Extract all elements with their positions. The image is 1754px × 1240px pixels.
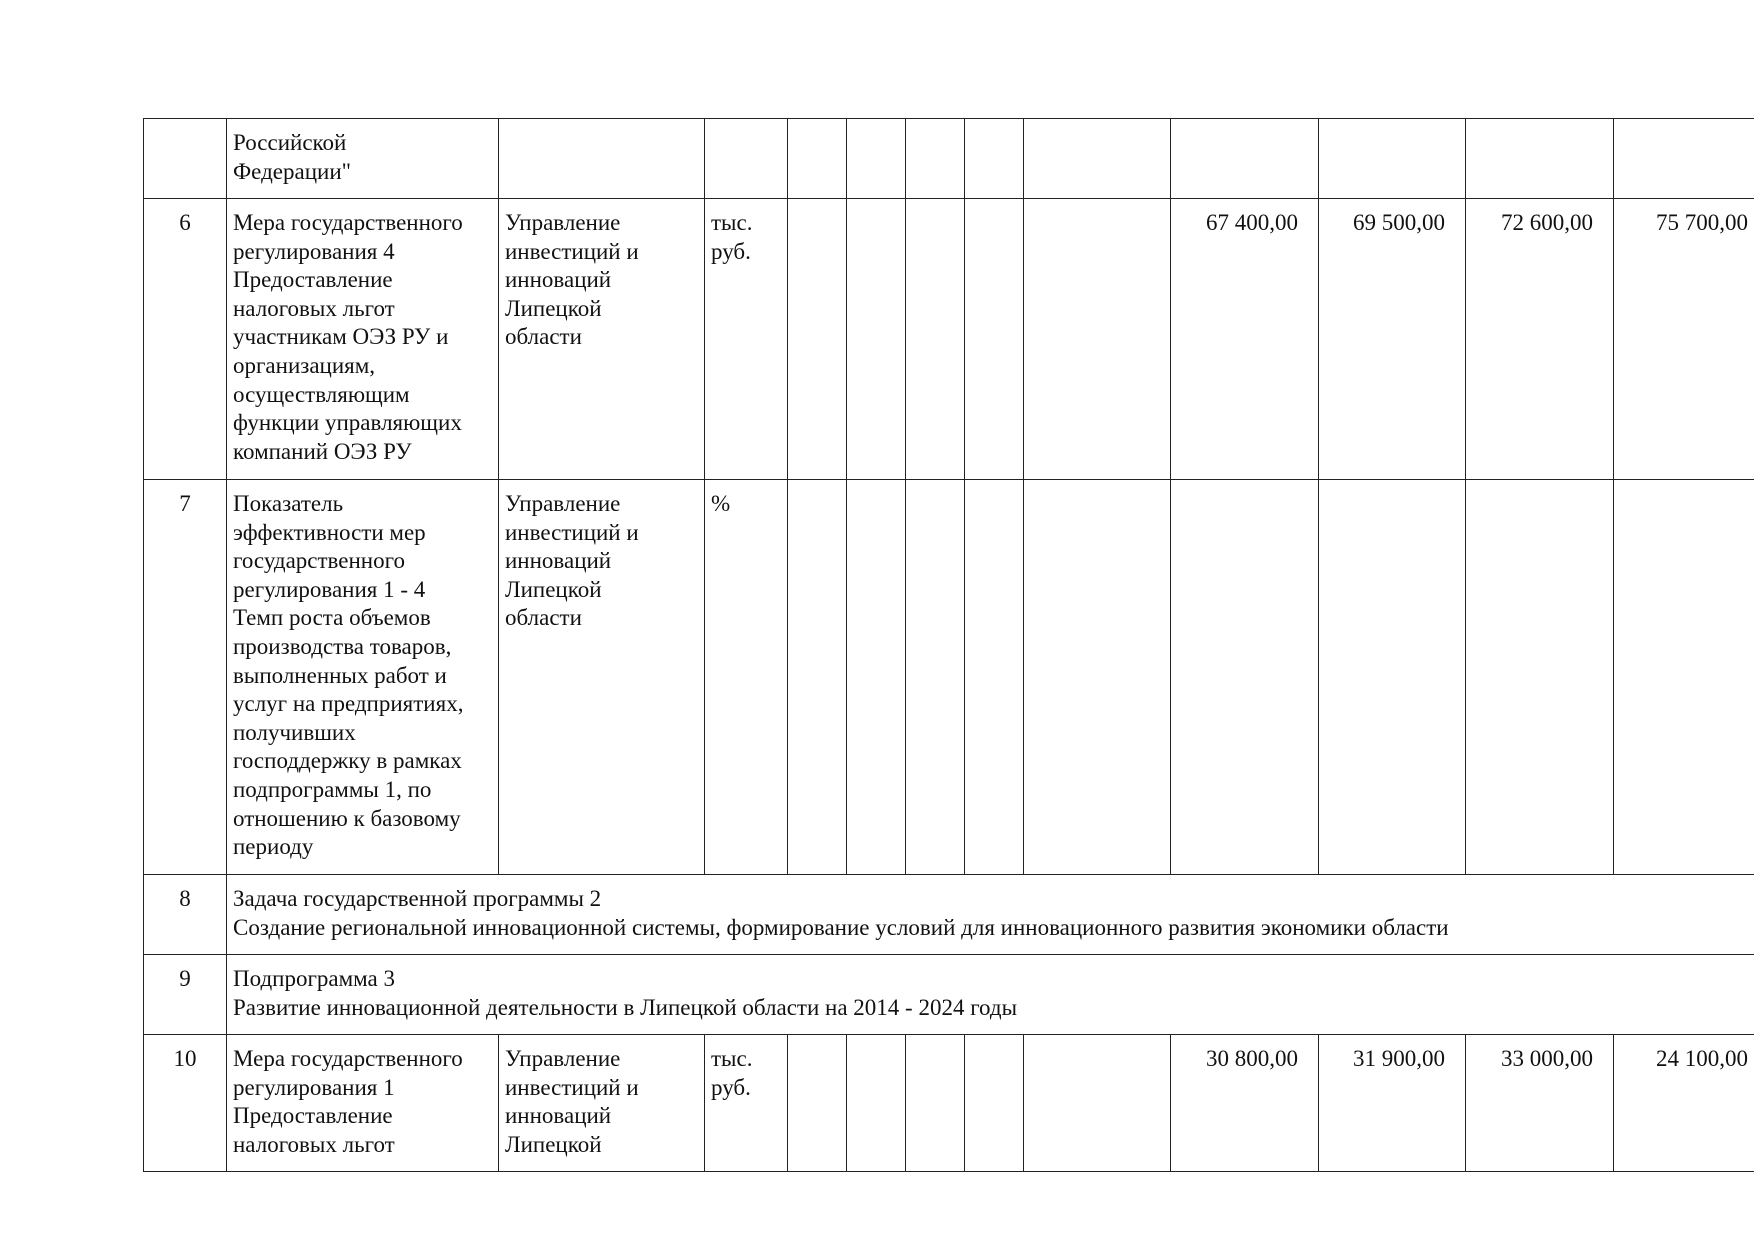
- regulation-measures-table: [143, 118, 1754, 1172]
- measure-name: [227, 119, 499, 199]
- value-cell: 72 600,00: [1466, 199, 1614, 480]
- empty-cell: [906, 480, 965, 875]
- empty-cell: [1024, 480, 1171, 875]
- empty-cell: [847, 1035, 906, 1172]
- value-cell: [1466, 480, 1614, 875]
- empty-cell: [965, 199, 1024, 480]
- value-cell: 30 800,00: [1171, 1035, 1319, 1172]
- row-number: 9: [144, 955, 227, 1035]
- row-number: 6: [144, 199, 227, 480]
- empty-cell: [965, 480, 1024, 875]
- executor: [499, 119, 705, 199]
- subprogram-description: Развитие инновационной деятельности в Липецкой области на 2014 - 2024 годы: [233, 994, 1018, 1020]
- unit: %: [705, 480, 788, 875]
- empty-cell: [906, 1035, 965, 1172]
- empty-cell: [847, 199, 906, 480]
- value-cell: [1171, 119, 1319, 199]
- executor: Управление инвестиций и инноваций Липецкой области: [499, 480, 705, 875]
- value-cell: 67 400,00: [1171, 199, 1319, 480]
- unit: [705, 119, 788, 199]
- value-cell: [1319, 480, 1466, 875]
- value-cell: 31 900,00: [1319, 1035, 1466, 1172]
- task-cell: [227, 875, 1754, 955]
- empty-cell: [788, 119, 847, 199]
- row-number: 8: [144, 875, 227, 955]
- value-cell: [1614, 480, 1754, 875]
- subprogram-cell: [227, 955, 1754, 1035]
- table-row: [144, 199, 1754, 480]
- table-row: [144, 875, 1754, 955]
- empty-cell: [1024, 199, 1171, 480]
- empty-cell: [788, 1035, 847, 1172]
- empty-cell: [1024, 119, 1171, 199]
- empty-cell: [788, 480, 847, 875]
- value-cell: [1614, 119, 1754, 199]
- value-cell: 69 500,00: [1319, 199, 1466, 480]
- empty-cell: [965, 119, 1024, 199]
- unit: тыс. руб.: [705, 1035, 788, 1172]
- row-number: 10: [144, 1035, 227, 1172]
- value-cell: 24 100,00: [1614, 1035, 1754, 1172]
- value-cell: 33 000,00: [1466, 1035, 1614, 1172]
- measure-name: Мера государственного регулирования 4 Предоставление налоговых льгот участникам ОЭЗ РУ и организациям, осуществляющим функции управляющих компаний ОЭЗ РУ: [227, 199, 499, 480]
- empty-cell: [847, 480, 906, 875]
- table-row: [144, 1035, 1754, 1172]
- empty-cell: [906, 199, 965, 480]
- value-cell: [1466, 119, 1614, 199]
- table-row: [144, 480, 1754, 875]
- table-row: [144, 955, 1754, 1035]
- value-cell: [1171, 480, 1319, 875]
- subprogram-title: Подпрограмма 3: [233, 966, 396, 991]
- task-title: Задача государственной программы 2: [233, 886, 602, 911]
- measure-name-line: Российской Федерации": [233, 130, 352, 184]
- unit: тыс. руб.: [705, 199, 788, 480]
- empty-cell: [906, 119, 965, 199]
- document-page: [143, 118, 1754, 1173]
- empty-cell: [788, 199, 847, 480]
- table-row: [144, 119, 1754, 199]
- value-cell: [1319, 119, 1466, 199]
- measure-name: Мера государственного регулирования 1 Предоставление налоговых льгот: [227, 1035, 499, 1172]
- empty-cell: [847, 119, 906, 199]
- executor: Управление инвестиций и инноваций Липецкой области: [499, 199, 705, 480]
- empty-cell: [965, 1035, 1024, 1172]
- row-number: 7: [144, 480, 227, 875]
- task-description: Создание региональной инновационной системы, формирование условий для инновационного развития экономики области: [233, 914, 1449, 940]
- value-cell: 75 700,00: [1614, 199, 1754, 480]
- executor: Управление инвестиций и инноваций Липецкой: [499, 1035, 705, 1172]
- empty-cell: [1024, 1035, 1171, 1172]
- measure-name: Показатель эффективности мер государственного регулирования 1 - 4 Темп роста объемов производства товаров, выполненных работ и услуг на предприятиях, получивших господдержку в рамках подпрограммы 1, по отношению к базовому периоду: [227, 480, 499, 875]
- row-number: [144, 119, 227, 199]
